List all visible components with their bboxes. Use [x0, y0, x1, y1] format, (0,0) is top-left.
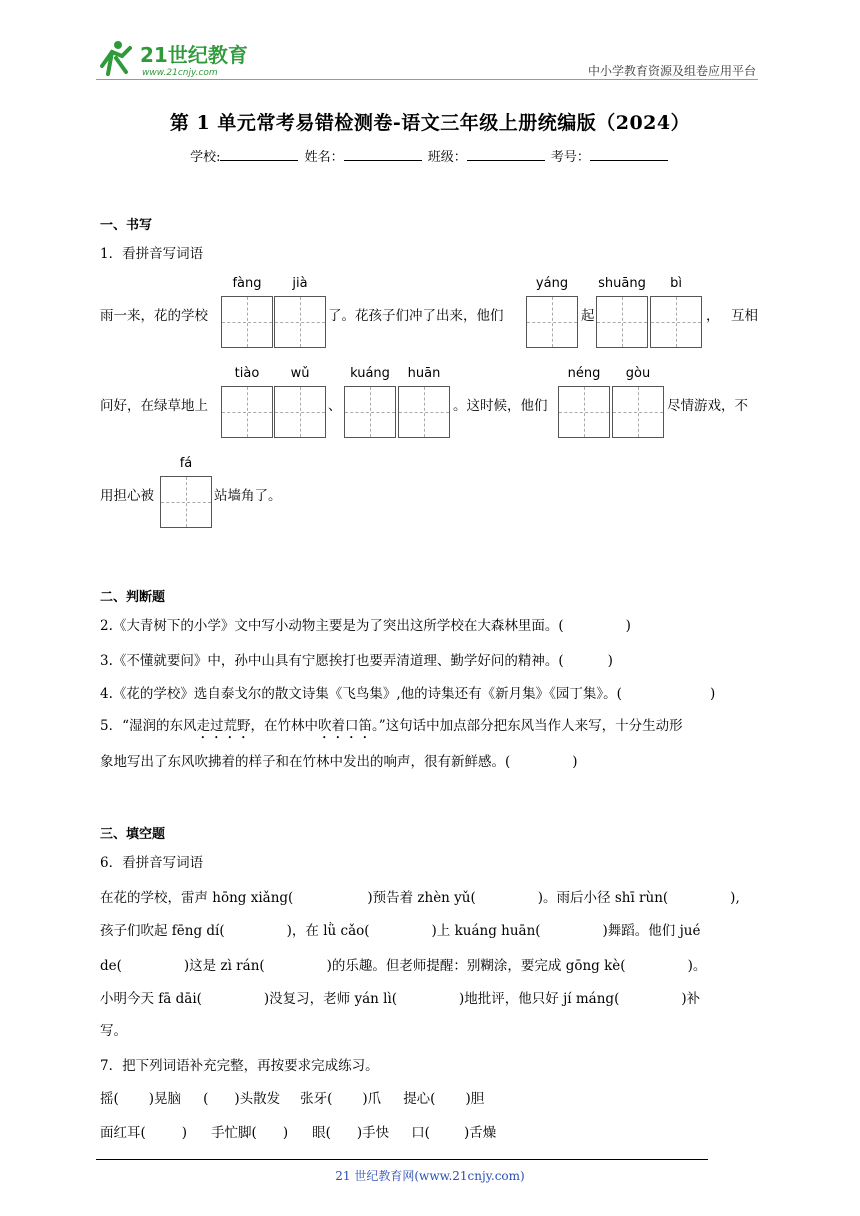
question-3-text: 3.《不懂就要问》中，孙中山具有宁愿挨打也要弄清道理、勤学好问的精神。(	[100, 653, 564, 669]
question-5-text: 象地写出了东风吹拂着的样子和在竹林中发出的响声，很有新鲜感。(	[100, 754, 511, 770]
fill-text: )预告着 zhèn yǔ(	[367, 890, 476, 906]
logo-text: 21世纪教育	[140, 43, 248, 67]
text-segment: 。这时候，他们	[453, 398, 548, 414]
name-label: 姓名：	[304, 150, 344, 165]
idiom-text: 提心(	[403, 1091, 436, 1107]
tianzi-box[interactable]	[558, 386, 610, 438]
idiom-text: )	[282, 1125, 289, 1141]
fill-text: )没复习，老师 yán lì(	[263, 991, 398, 1007]
tianzi-box[interactable]	[596, 296, 648, 348]
idiom-text: )晃脑	[148, 1091, 182, 1107]
fill-text: de(	[100, 958, 122, 974]
fill-line-5: 写。	[100, 1023, 127, 1039]
question-5-text: 。”这句话中加点部分把东风当作人来写，十分生动形	[372, 718, 683, 734]
text-segment: 问好，在绿草地上	[100, 398, 208, 414]
text-segment: 互相	[731, 308, 758, 324]
text-segment: 用担心被	[100, 488, 154, 504]
fill-line-1	[100, 886, 740, 906]
question-3	[100, 649, 613, 669]
tianzi-box[interactable]	[398, 386, 450, 438]
tianzi-box[interactable]	[274, 296, 326, 348]
pinyin: shuāng	[598, 276, 646, 291]
idiom-text: 摇(	[100, 1091, 119, 1107]
question-4-text: 4.《花的学校》选自泰戈尔的散文诗集《飞鸟集》,他的诗集还有《新月集》《园丁集》。(	[100, 686, 622, 702]
text-segment: 、	[328, 398, 342, 414]
idiom-text: )爪	[362, 1091, 382, 1107]
pinyin: fàng	[232, 276, 262, 291]
pinyin: yáng	[535, 276, 569, 291]
text-segment: 尽情游戏，不	[667, 398, 748, 414]
fill-text: )舞蹈。他们 jué	[602, 923, 701, 939]
question-7: 7．把下列词语补充完整，再按要求完成练习。	[100, 1058, 379, 1074]
pinyin: gòu	[625, 366, 651, 381]
idiom-text: 眼(	[312, 1125, 331, 1141]
text-segment: 了。花孩子们冲了出来，他们	[328, 308, 504, 324]
runner-logo-icon	[96, 36, 266, 80]
pinyin: huān	[407, 366, 441, 381]
close-paren: )	[709, 686, 716, 702]
idiom-text: )舌燥	[463, 1125, 497, 1141]
exam-no-label: 考号：	[550, 150, 590, 165]
section-1-heading: 一、书写	[100, 218, 153, 233]
question-1: 1．看拼音写词语	[100, 246, 204, 262]
fill-text: )上 kuáng huān(	[431, 923, 541, 939]
school-blank[interactable]	[220, 148, 298, 161]
text-segment: 站墙角了。	[214, 488, 282, 504]
tianzi-box[interactable]	[650, 296, 702, 348]
fill-line-2	[100, 919, 700, 939]
footer-text: 21 世纪教育网(www.21cnjy.com)	[335, 1169, 525, 1183]
idiom-text: 手忙脚(	[211, 1125, 257, 1141]
idiom-text: )胆	[465, 1091, 485, 1107]
tianzi-box[interactable]	[526, 296, 578, 348]
idiom-text: )	[181, 1125, 188, 1141]
fill-text: 孩子们吹起 fēng dí(	[100, 923, 225, 939]
section-3-heading: 三、填空题	[100, 827, 166, 842]
idiom-text: 口(	[411, 1125, 430, 1141]
question-2	[100, 614, 631, 634]
footer-rule	[96, 1159, 708, 1160]
exam-no-blank[interactable]	[590, 148, 668, 161]
question-4	[100, 682, 715, 702]
idiom-row-1	[100, 1087, 484, 1107]
idiom-text: 张牙(	[300, 1091, 333, 1107]
tianzi-box[interactable]	[221, 296, 273, 348]
emphasized-text: 走过荒野	[196, 718, 251, 734]
close-paren: )	[572, 754, 578, 770]
fill-text: )的乐趣。但老师提醒：别糊涂，要完成 gōng kè(	[326, 958, 626, 974]
fill-text: )补	[681, 991, 701, 1007]
tianzi-box[interactable]	[274, 386, 326, 438]
emphasized-text: 吹着口笛	[318, 718, 372, 734]
class-blank[interactable]	[467, 148, 545, 161]
idiom-row-2	[100, 1121, 496, 1141]
fill-text: 小明今天 fā dāi(	[100, 991, 202, 1007]
pinyin: tiào	[234, 366, 260, 381]
fill-line-3	[100, 954, 706, 974]
pinyin: wǔ	[290, 366, 310, 381]
pinyin: néng	[567, 366, 601, 381]
logo	[96, 36, 266, 80]
close-paren: )	[607, 653, 613, 669]
text-segment: 起	[581, 308, 595, 324]
tianzi-box[interactable]	[221, 386, 273, 438]
question-5-text: ，在竹林中	[250, 718, 318, 734]
fill-line-4	[100, 987, 700, 1007]
pinyin: jià	[292, 276, 308, 291]
fill-text: ),	[730, 890, 740, 906]
question-5-text: 5．“湿润的东风	[100, 718, 197, 734]
pinyin: kuáng	[350, 366, 390, 381]
question-2-text: 2.《大青树下的小学》文中写小动物主要是为了突出这所学校在大森林里面。(	[100, 618, 564, 634]
idiom-text: (	[203, 1091, 209, 1107]
idiom-text: 面红耳(	[100, 1125, 146, 1141]
question-6: 6．看拼音写词语	[100, 855, 204, 871]
fill-text: )这是 zì rán(	[183, 958, 265, 974]
question-5	[100, 714, 683, 742]
pinyin: fá	[179, 456, 193, 471]
pinyin: bì	[670, 276, 682, 291]
fill-text: )地批评，他只好 jí máng(	[459, 991, 620, 1007]
fill-text: )。	[687, 958, 707, 974]
school-label: 学校:	[190, 150, 221, 165]
fill-text: )，在 lǜ cǎo(	[286, 923, 370, 939]
tianzi-box[interactable]	[612, 386, 664, 438]
header-rule	[96, 79, 758, 80]
text-segment: 雨一来，花的学校	[100, 308, 208, 324]
tianzi-box[interactable]	[160, 476, 212, 528]
text-segment: ，	[706, 308, 720, 324]
class-label: 班级：	[427, 150, 467, 165]
student-info	[0, 146, 860, 165]
idiom-text: )手快	[356, 1125, 390, 1141]
platform-name: 中小学教育资源及组卷应用平台	[587, 64, 756, 78]
name-blank[interactable]	[344, 148, 422, 161]
logo-url: www.21cnjy.com	[142, 68, 218, 78]
section-2-heading: 二、判断题	[100, 590, 166, 605]
question-5-cont	[100, 750, 578, 770]
page-title: 第 1 单元常考易错检测卷-语文三年级上册统编版（2024）	[169, 112, 691, 134]
idiom-text: )头散发	[234, 1091, 281, 1107]
fill-text: )。雨后小径 shī rùn(	[537, 890, 669, 906]
close-paren: )	[625, 618, 631, 634]
tianzi-box[interactable]	[344, 386, 396, 438]
fill-text: 在花的学校，雷声 hōng xiǎng(	[100, 890, 294, 906]
